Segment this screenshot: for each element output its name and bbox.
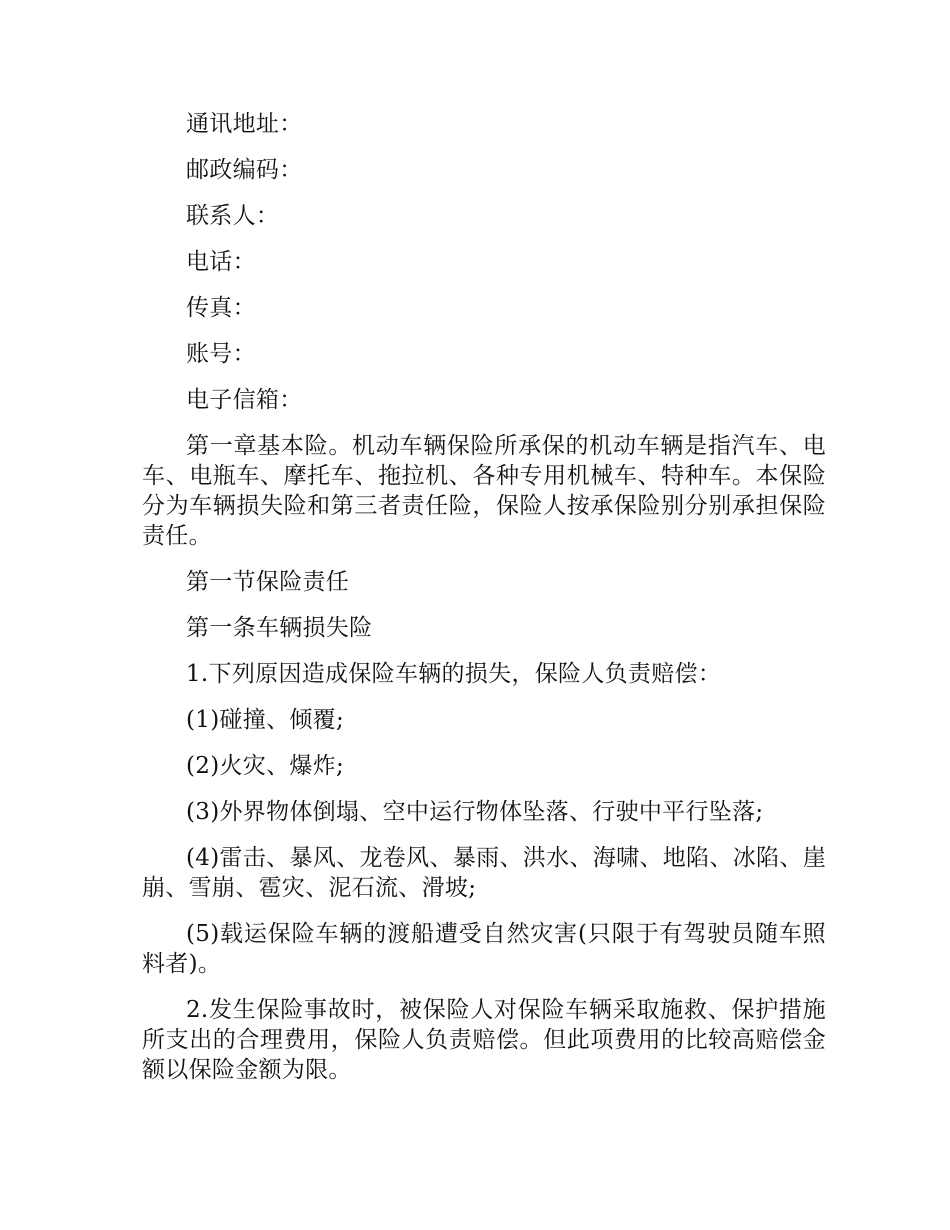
contact-field-account: 账号： — [186, 341, 256, 367]
contact-field-contact-person: 联系人： — [186, 203, 280, 229]
sub-item-3: (3)外界物体倒塌、空中运行物体坠落、行驶中平行坠落; — [186, 799, 764, 825]
sub-item-4: (4)雷击、暴风、龙卷风、暴雨、洪水、海啸、地陷、冰陷、崖崩、雪崩、雹灾、泥石流、滑坡; — [142, 845, 826, 901]
section-heading: 第一节保险责任 — [186, 569, 350, 595]
chapter-intro-paragraph: 第一章基本险。机动车辆保险所承保的机动车辆是指汽车、电车、电瓶车、摩托车、拖拉机、各种专用机械车、特种车。本保险分为车辆损失险和第三者责任险，保险人按承保险别分别承担保险责任。 — [142, 433, 826, 549]
contact-field-address: 通讯地址： — [186, 111, 303, 137]
contact-field-email: 电子信箱： — [186, 387, 303, 413]
sub-item-2: (2)火灾、爆炸; — [186, 753, 345, 779]
contact-field-phone: 电话： — [186, 249, 256, 275]
contact-field-postcode: 邮政编码： — [186, 157, 303, 183]
article-heading: 第一条车辆损失险 — [186, 615, 373, 641]
document-body — [142, 109, 826, 1101]
sub-item-1: (1)碰撞、倾覆; — [186, 707, 345, 733]
contact-field-fax: 传真： — [186, 295, 256, 321]
sub-item-5: (5)载运保险车辆的渡船遭受自然灾害(只限于有驾驶员随车照料者)。 — [142, 921, 826, 977]
clause-1: 1.下列原因造成保险车辆的损失，保险人负责赔偿： — [186, 661, 722, 687]
clause-2: 2.发生保险事故时，被保险人对保险车辆采取施救、保护措施所支出的合理费用，保险人负责赔偿。但此项费用的比较高赔偿金额以保险金额为限。 — [142, 997, 826, 1083]
